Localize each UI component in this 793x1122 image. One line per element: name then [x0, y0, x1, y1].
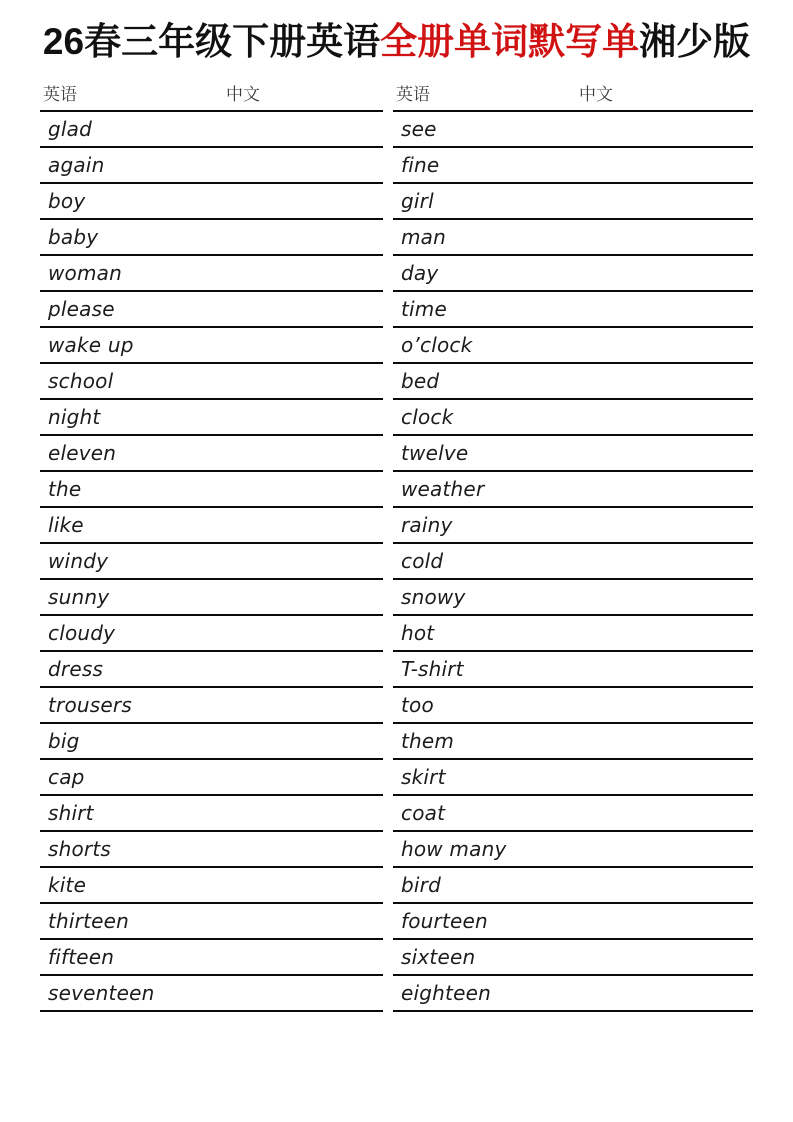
word-row [393, 472, 753, 508]
word-row [40, 364, 383, 400]
english-word: trousers [48, 693, 132, 717]
word-row [393, 292, 753, 328]
word-row [40, 508, 383, 544]
english-word: them [401, 729, 455, 753]
word-row [393, 508, 753, 544]
word-row [40, 184, 383, 220]
english-word: T-shirt [401, 657, 464, 681]
word-row [393, 364, 753, 400]
title-highlight: 全册单词默写单 [380, 21, 640, 62]
word-row [40, 544, 383, 580]
word-row [393, 940, 753, 976]
english-word: fifteen [48, 945, 115, 969]
english-word: glad [48, 117, 93, 141]
header-english-label: 英语 [43, 85, 77, 104]
english-word: day [401, 261, 439, 285]
english-word: school [48, 369, 114, 393]
english-word: twelve [401, 441, 469, 465]
english-word: windy [48, 549, 109, 573]
title-suffix: 湘少版 [639, 21, 751, 62]
english-word: see [401, 117, 437, 141]
word-row [40, 292, 383, 328]
english-word: skirt [401, 765, 446, 789]
word-row [393, 796, 753, 832]
english-word: big [48, 729, 80, 753]
word-row [40, 904, 383, 940]
header-english-label: 英语 [396, 85, 430, 104]
english-word: bird [401, 873, 441, 897]
header-chinese-label: 中文 [226, 85, 260, 104]
english-word: fourteen [401, 909, 488, 933]
word-column-left [40, 84, 383, 1012]
english-word: rainy [401, 513, 453, 537]
english-word: like [48, 513, 84, 537]
word-row [393, 184, 753, 220]
word-row [40, 400, 383, 436]
english-word: shirt [48, 801, 94, 825]
column-header [393, 84, 753, 112]
english-word: fine [401, 153, 440, 177]
english-word: kite [48, 873, 87, 897]
english-word: cap [48, 765, 85, 789]
english-word: seventeen [48, 981, 155, 1005]
word-row [40, 616, 383, 652]
word-row [40, 256, 383, 292]
english-word: thirteen [48, 909, 130, 933]
word-row [393, 328, 753, 364]
english-word: man [401, 225, 447, 249]
word-row [393, 832, 753, 868]
header-chinese-label: 中文 [579, 85, 613, 104]
word-row [393, 904, 753, 940]
word-column-right [393, 84, 753, 1012]
english-word: weather [401, 477, 485, 501]
english-word: hot [401, 621, 435, 645]
english-word: cold [401, 549, 444, 573]
word-row [40, 148, 383, 184]
english-word: shorts [48, 837, 112, 861]
english-word: the [48, 477, 82, 501]
word-row [40, 868, 383, 904]
word-row [393, 544, 753, 580]
word-row [393, 256, 753, 292]
english-word: baby [48, 225, 99, 249]
page-title [0, 0, 793, 64]
column-header [40, 84, 383, 112]
english-word: sixteen [401, 945, 476, 969]
word-row [40, 328, 383, 364]
word-row [40, 112, 383, 148]
word-row [40, 580, 383, 616]
word-row [393, 724, 753, 760]
word-row [393, 652, 753, 688]
english-word: wake up [48, 333, 134, 357]
english-word: clock [401, 405, 454, 429]
english-word: boy [48, 189, 86, 213]
word-row [40, 472, 383, 508]
english-word: again [48, 153, 105, 177]
english-word: girl [401, 189, 434, 213]
word-table [40, 84, 753, 1012]
word-row [393, 580, 753, 616]
english-word: how many [401, 837, 507, 861]
word-row [393, 148, 753, 184]
word-row [40, 724, 383, 760]
word-row [40, 796, 383, 832]
word-row [393, 976, 753, 1012]
word-row [40, 220, 383, 256]
english-word: woman [48, 261, 123, 285]
word-row [393, 688, 753, 724]
english-word: eighteen [401, 981, 491, 1005]
title-prefix: 26春三年级下册英语 [42, 21, 381, 62]
english-word: too [401, 693, 434, 717]
word-row [40, 832, 383, 868]
english-word: sunny [48, 585, 110, 609]
word-row [40, 940, 383, 976]
word-row [40, 652, 383, 688]
english-word: coat [401, 801, 446, 825]
word-row [393, 760, 753, 796]
english-word: time [401, 297, 447, 321]
english-word: cloudy [48, 621, 116, 645]
word-row [40, 976, 383, 1012]
english-word: o’clock [401, 333, 473, 357]
word-row [393, 400, 753, 436]
word-row [40, 688, 383, 724]
word-row [393, 112, 753, 148]
word-row [40, 760, 383, 796]
word-row [393, 868, 753, 904]
word-row [393, 220, 753, 256]
word-row [393, 616, 753, 652]
word-row [40, 436, 383, 472]
english-word: dress [48, 657, 104, 681]
english-word: eleven [48, 441, 117, 465]
english-word: night [48, 405, 101, 429]
word-row [393, 436, 753, 472]
english-word: bed [401, 369, 440, 393]
english-word: snowy [401, 585, 466, 609]
english-word: please [48, 297, 115, 321]
